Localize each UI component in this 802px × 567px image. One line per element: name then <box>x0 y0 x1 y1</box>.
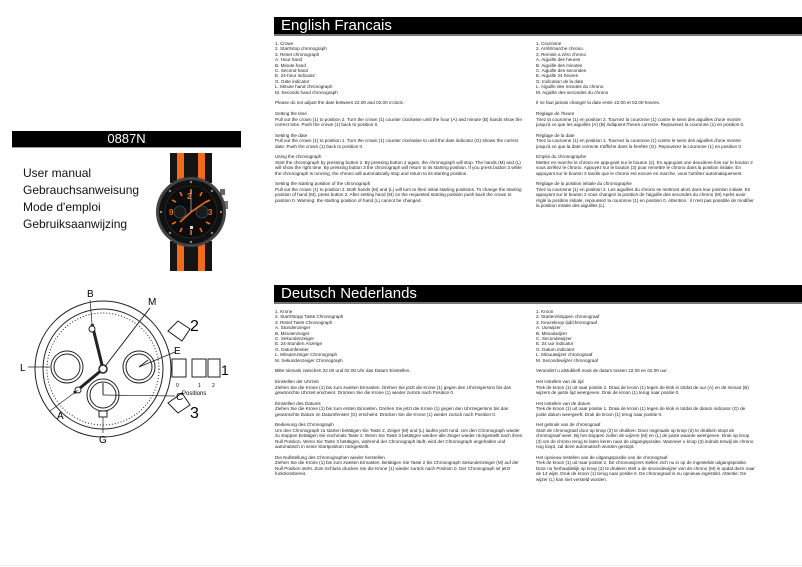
section-heading: Het gebruik van de chronograaf <box>536 422 601 428</box>
english-column <box>275 41 525 203</box>
list-item: 1. Couronne <box>536 41 562 46</box>
label-l: L <box>20 363 26 374</box>
page-bottom-divider <box>0 565 802 566</box>
list-item: 3. Remise a zéro chrono <box>536 51 587 57</box>
list-item: B. Minute hand <box>275 62 306 68</box>
date-warning: Bitte niemals zwischen 22.00 und 02.00 Uhr das Datum Einstellen. <box>275 368 411 374</box>
nederlands-parts-list <box>536 309 756 363</box>
list-item: E. 24-Stunden Anzeige <box>275 341 322 347</box>
crown-position-2: 2 <box>212 383 215 389</box>
section-heading: Setting the time <box>275 111 307 117</box>
chronograph-diagram <box>20 283 250 453</box>
list-item: 1. Kroon <box>536 309 554 314</box>
list-item: G. Datumfenster <box>275 346 309 352</box>
nederlands-column <box>536 309 756 482</box>
paragraph: Mettez en marche le chrono en appuyant sur le bouton (2). En appuyant une deuxième fois sur le bouton 2 vous arrêtez le chrono. Appuyez sur le bouton (3) pour remettre le chrono dans la position initiale. En appuyant sur le bouton 3 tandis que le chrono est encore en marche, vous l'arrêtez automatiquement. <box>536 159 753 176</box>
manual-title-german: Gebrauchsanweisung <box>23 183 140 197</box>
paragraph: Pull out the crown (1) to position 2. Both hands (M) and (L) will turn to their initial starting positions. To change the starting position of hand (M), press button 2. After setting hand (M) on the requested starting position push back the crown to position 0. Warning: the starting position of hand (L) cannot be changed. <box>275 186 522 203</box>
manual-title-dutch: Gebruiksaanwijzing <box>23 217 128 231</box>
section-heading: Using the chronograph <box>275 154 322 160</box>
list-item: C. Aiguille des secondes <box>536 68 587 74</box>
section-heading: Réglage de la date <box>536 132 575 138</box>
list-item: 2. Starten/stoppen chronograaf <box>536 314 600 320</box>
list-item: M. Sekundenzeiger Chronograph <box>275 357 343 363</box>
paragraph: Start de chronograaf door op knop (2) te drukken. Door nogmaals op knop (2) te drukken stopt de chronograaf weer. Bij het stoppen zullen de wijzers (M) en (L) de juiste waarde weergeven. Druk op knop (3) om de chrono terug te laten keren naar de uitgangspositie. Wanneer u knop (3) indrukt terwijl de chrono nog loopt, zal deze automatisch worden gestopt. <box>536 427 754 450</box>
list-item: A. Stundenzeiger <box>275 325 311 331</box>
section-heading: Die Nullstellung des Chronographen wieder herstellen <box>275 454 385 460</box>
list-item: L. Aiguille des minutes du chrono <box>536 84 604 90</box>
date-warning: Verandert u alstublieft nooit de datum tussen 22.00 en 02.00 uur. <box>536 368 668 374</box>
model-number: 0887N <box>12 131 241 148</box>
list-item: 2. Arrêt/marche chrono. <box>536 46 585 52</box>
date-warning: Please do not adjust the date between 22.00 and 02.00 o'clock. <box>275 100 405 106</box>
list-item: G. Date indicator <box>275 78 310 84</box>
paragraph: Pull out the crown (1) to position 2. Turn the crown (1) counter clockwise until the hour (A) and minute (B) hands show the correct time. Push the crown (1) back to position 0. <box>275 116 522 128</box>
label-a: A <box>57 411 64 422</box>
svg-text:9: 9 <box>169 208 174 217</box>
list-item: M. Secondewijzer chronograaf <box>536 357 599 363</box>
list-item: B. Minuutwijzer <box>536 330 568 336</box>
date-warning: Il ne faut jamais changer la date entre 22.00 et 02.00 heures. <box>536 100 661 106</box>
list-item: 1. Crown <box>275 41 294 46</box>
label-c: C <box>176 392 184 403</box>
section-heading: Bedienung des Chronograph <box>275 422 334 428</box>
list-item: 3. Keuzeknop tijd/chronograaf <box>536 319 598 325</box>
label-button-2: 2 <box>190 318 199 335</box>
list-item: A. Uurwijzer <box>536 325 561 331</box>
list-item: E. Aiguille 24 heures <box>536 73 578 79</box>
manual-title-english: User manual <box>23 166 92 180</box>
list-item: A. Hour hand <box>275 57 303 63</box>
list-item: A. Aiguille des heures <box>536 57 581 63</box>
crown-position-1: 1 <box>198 383 201 389</box>
positions-label: Positions <box>182 391 207 397</box>
label-button-3: 3 <box>190 405 199 422</box>
manual-title-french: Mode d'emploi <box>23 200 101 214</box>
section-title-english-francais: English Francais <box>274 17 802 36</box>
paragraph: Ziehen Sie die Krone (1) bis zum zweiten Einrasten. Drehen Sie jetzt die Krone (1) gegen den Uhrzeigersinn bis das gewünschte Uhrzeit erscheint. Drücken Sie die Krone (1) wieder zurück nach Position 0. <box>275 384 511 396</box>
francais-parts-list <box>536 41 756 95</box>
section-heading: Einstellen der Uhrzeit <box>275 379 319 385</box>
paragraph: Tirez la couronne (1) en position 1. Tournez la couronne (1) contre le sens des aiguilles d'une montre jusqu'à ce que la date correcte s'affiche dans la fenêtre (G). Repoussez la couronne (1) en position 0. <box>536 138 743 149</box>
svg-text:2: 2 <box>187 192 192 201</box>
svg-text:3: 3 <box>208 208 213 217</box>
section-title-deutsch-nederlands: Deutsch Nederlands <box>274 285 802 304</box>
list-item: C. Second hand <box>275 68 308 74</box>
list-item: 1. Krone <box>275 309 293 314</box>
list-item: E. 24-hour indicator <box>275 73 316 79</box>
english-parts-list <box>275 41 525 95</box>
paragraph: Um den Chronograph zu starten betätigen Sie Taste 2. Zeiger (M) und (L) laufen jetzt rund. Um den Chronograph wieder zu stoppen betätigen Sie nochmals Taste 2. Wenn Sie Taste 3 betätigen werden alle Zeiger wieder rückgestellt nach ihren Null Position. Wenn Sie Taste 3 betätigen, während der Chronograph läuft, wird der Chronograph angehalten und automatisch in seine Startposition rückgestellt. <box>275 427 523 450</box>
list-item: 2. Start/Stopp Taste Chronograph <box>275 314 344 320</box>
crown-position-0: 0 <box>176 383 179 389</box>
label-b: B <box>87 289 94 300</box>
paragraph: Pull out the crown (1) to position 1. Turn the crown (1) counter clockwise to until the date indicator (G) shows the correct date. Push the crown (1) back to position 0. <box>275 138 519 149</box>
section-heading: Einstellen des Datums <box>275 400 321 406</box>
label-m: M <box>148 297 157 308</box>
list-item: G. Datum indicator <box>536 346 575 352</box>
list-item: C. Sekundenzeiger <box>275 336 315 342</box>
list-item: C. Secondewijzer <box>536 336 572 342</box>
deutsch-parts-list <box>275 309 525 363</box>
manual-titles <box>23 165 139 233</box>
section-heading: Het instellen van de datum <box>536 400 591 406</box>
list-item: 2. Start/stop chronograph <box>275 46 327 52</box>
list-item: M. Seconds hand chronograph <box>275 89 338 95</box>
paragraph: Ziehen Sie die Krone (1) bis zum ersten Einrasten. Drehen Sie jetzt die Krone (1) gegen den Uhrzeigersinn bis das gewünschte Datum im Datumfenster (G) erscheint. Drücken Sie die Krone (1) wieder zurück nach Position 0. <box>275 406 509 417</box>
section-heading: Het instellen van de tijd <box>536 379 584 385</box>
paragraph: Ziehen Sie die Krone (1) bis zum zweiten Einrasten. Betätigen Sie Taste 2 bis Chronograph Sekundenzeiger (M) auf der Null Position steht. Zum Schluss drucken Sie die Krone (1) wieder zurück nach Position 0. Der Chronograph ist jetzt funktionsbereit. <box>275 460 519 477</box>
francais-column <box>536 41 756 209</box>
list-item: E. 24 uur indicator <box>536 341 574 347</box>
list-item: 3. Reset chronograph <box>275 51 320 57</box>
paragraph: Start the chronograph by pressing button 2. By pressing button 2 again, the chronograph will stop. The hands (M) and (L) will show the right time. By pressing button 3 the chronograph will return to its starting position. If you press button 3 while the chronograph is running, the chrono will automatically stop and return to its starting position. <box>275 159 522 176</box>
section-heading: Het opnieuw instellen van de uitgangspositie van de chronograaf <box>536 454 668 460</box>
section-heading: Setting the starting position of the chronograph <box>275 181 371 187</box>
section-heading: Emploi du chronographe <box>536 154 587 160</box>
list-item: 3. Reset Taste Chronograph <box>275 319 333 325</box>
paragraph: Trek de kroon (1) uit naar positie 2. Draai de kroon (1) tegen de klok in totdat de uur (A) en de minuut (B) wijzers de juiste tijd weergeven. Druk de kroon (1) terug naar positie 0. <box>536 384 749 396</box>
section-heading: Setting the date <box>275 132 308 138</box>
list-item: L. Minuutwijzer chronograaf <box>536 352 593 358</box>
paragraph: Trek de kroon (1) uit naar positie 2. De chronowijzers stellen zich nu in op de ingestelde uitgangspositie. Door nu herhaaldelijk op knop (2) te drukken stelt u de secondewijzer van de chrono (M) in opdat deze naar de 12 wijst. Druk de kroon (1) terug naar positie 0. De chronograaf is nu opnieuw ingesteld. Attentie: De wijzer (L) kan niet versteld worden. <box>536 460 755 482</box>
paragraph: Tirez la couronne (1) en position 2. Tournez la couronne (1) contre le sens des aiguilles d'une montre jusqu'à ce que les aiguilles (A) (B) indiquent l'heure correcte. Repoussez la couronne (1) en position 0. <box>536 116 745 128</box>
paragraph: Trek de kroon (1) uit naar positie 1. Draai de kroon (1) tegen de klok in totdat de datum indicator (G) de juiste datum weergeeft. Druk de kroon (1) terug naar positie 0. <box>536 406 746 417</box>
label-e: E <box>174 346 181 357</box>
section-heading: Réglage de la position initiale du chronographe <box>536 181 632 187</box>
list-item: B. Aiguille des minutes <box>536 62 583 68</box>
label-crown-1: 1 <box>221 362 229 378</box>
watch-photo <box>150 153 232 271</box>
label-g: G <box>99 435 107 446</box>
section-heading: Réglage de l'heure <box>536 111 575 117</box>
list-item: L. Minute hand chronograph <box>275 84 333 90</box>
list-item: G. Indication de la date <box>536 78 584 84</box>
paragraph: Tirez la couronne (1) en position 2. Les aiguilles du chrono se mettront alors dans leur position initiale. En appuyant sur le bouton 2 vous changez la position de l'aiguille des secondes du chrono (M) Après avoir réglé la position initiale, repoussez la couronne (1) en position 0. Attention : il n'est pas possible de modifier la position initiale des aiguilles (L). <box>536 186 754 209</box>
list-item: M. Aiguille des secondes du chrono <box>536 89 609 95</box>
list-item: L. Minutenzeiger Chronograph <box>275 352 338 358</box>
list-item: B. Minutenzeiger <box>275 330 310 336</box>
deutsch-column <box>275 309 525 477</box>
